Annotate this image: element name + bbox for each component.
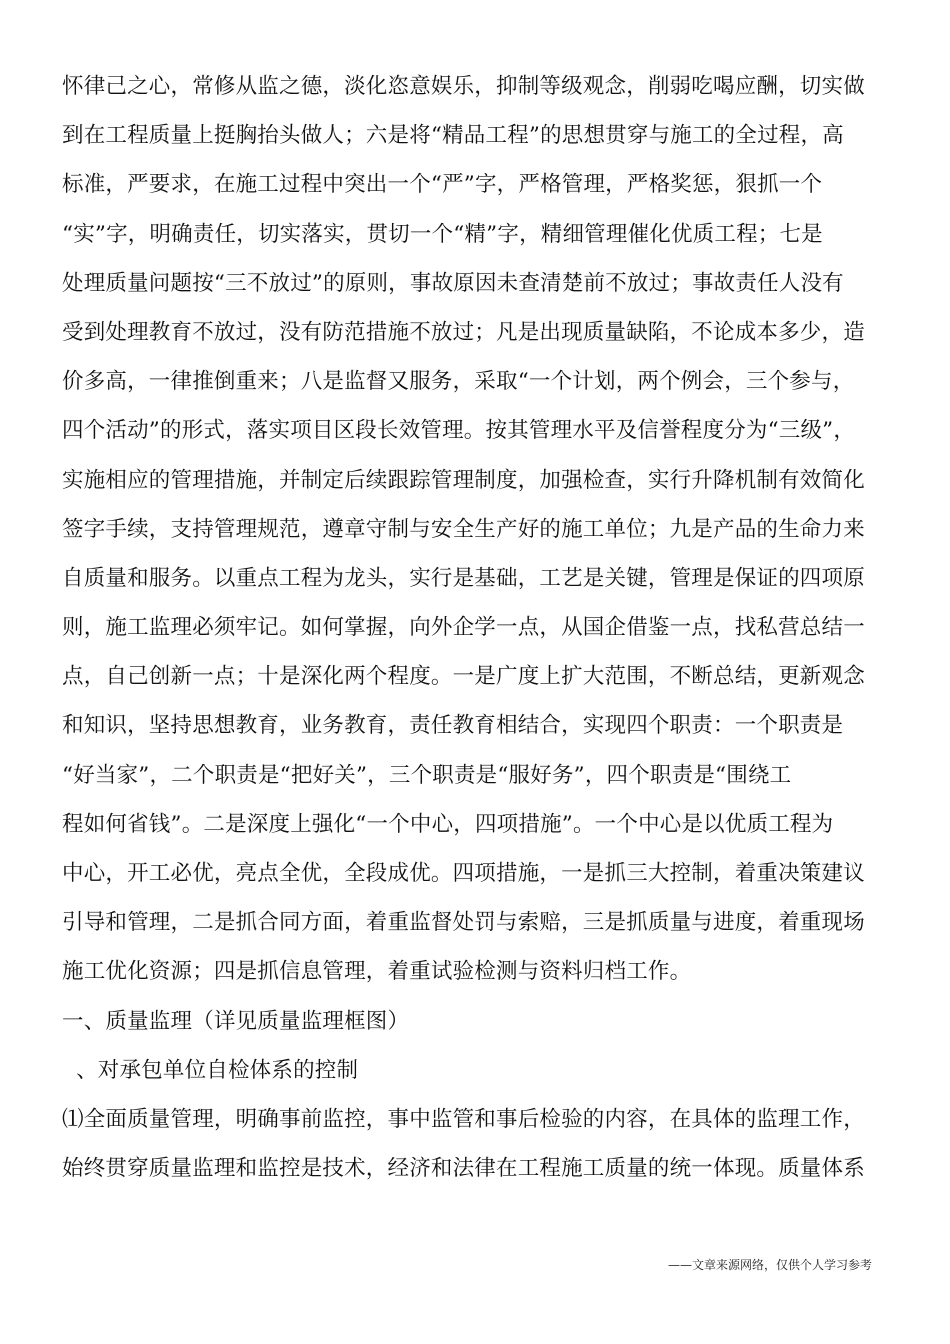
text-line: 到在工程质量上挺胸抬头做人；六是将“精品工程”的思想贯穿与施工的全过程，高 (62, 123, 844, 149)
text-line: 点，自己创新一点；十是深化两个程度。一是广度上扩大范围，不断总结，更新观念 (62, 664, 865, 690)
text-line: ⑴全面质量管理，明确事前监控，事中监管和事后检验的内容，在具体的监理工作， (62, 1106, 865, 1132)
text-line: 程如何省钱”。二是深度上强化“一个中心，四项措施”。一个中心是以优质工程为 (62, 811, 834, 837)
text-line: 怀律己之心，常修从监之德，淡化恣意娱乐，抑制等级观念，削弱吃喝应酬，切实做 (62, 74, 865, 99)
text-line: 签字手续，支持管理规范，遵章守制与安全生产好的施工单位；九是产品的生命力来 (62, 516, 865, 542)
text-line: “实”字，明确责任，切实落实，贯切一个“精”字，精细管理催化优质工程；七是 (62, 221, 823, 247)
text-line: 价多高，一律推倒重来；八是监督又服务，采取“一个计划，两个例会，三个参与， (62, 369, 855, 395)
document-body (62, 62, 892, 1193)
source-footnote: ——文章来源网络，仅供个人学习参考 (667, 1258, 872, 1272)
text-line: 中心，开工必优，亮点全优，全段成优。四项措施，一是抓三大控制，着重决策建议 (62, 861, 865, 886)
text-line: 四个活动”的形式，落实项目区段长效管理。按其管理水平及信誉程度分为“三级”， (62, 418, 856, 444)
text-line: 标准，严要求，在施工过程中突出一个“严”字，严格管理，严格奖惩，狠抓一个 (62, 172, 823, 198)
text-line: 自质量和服务。以重点工程为龙头，实行是基础，工艺是关键，管理是保证的四项原 (62, 565, 865, 591)
text-line: 和知识，坚持思想教育，业务教育，责任教育相结合，实现四个职责：一个职责是 (62, 713, 844, 739)
section-heading: 一、质量监理（详见质量监理框图） (62, 1008, 410, 1034)
subsection-heading: 、对承包单位自检体系的控制 (62, 1057, 359, 1083)
text-line: 引导和管理，二是抓合同方面，着重监督处罚与索赔，三是抓质量与进度，着重现场 (62, 910, 865, 936)
text-line: 实施相应的管理措施，并制定后续跟踪管理制度，加强检查，实行升降机制有效简化 (62, 467, 865, 493)
text-line: 处理质量问题按“三不放过”的原则，事故原因未查清楚前不放过；事故责任人没有 (62, 270, 844, 296)
text-line: 始终贯穿质量监理和监控是技术，经济和法律在工程施工质量的统一体现。质量体系 (62, 1156, 865, 1182)
text-line: 施工优化资源；四是抓信息管理，着重试验检测与资料归档工作。 (62, 959, 692, 985)
text-line: “好当家”，二个职责是“把好关”，三个职责是“服好务”，四个职责是“围绕工 (62, 762, 792, 788)
text-line: 受到处理教育不放过，没有防范措施不放过；凡是出现质量缺陷，不论成本多少，造 (62, 319, 865, 345)
text-line: 则，施工监理必须牢记。如何掌握，向外企学一点，从国企借鉴一点，找私营总结一 (62, 615, 865, 641)
